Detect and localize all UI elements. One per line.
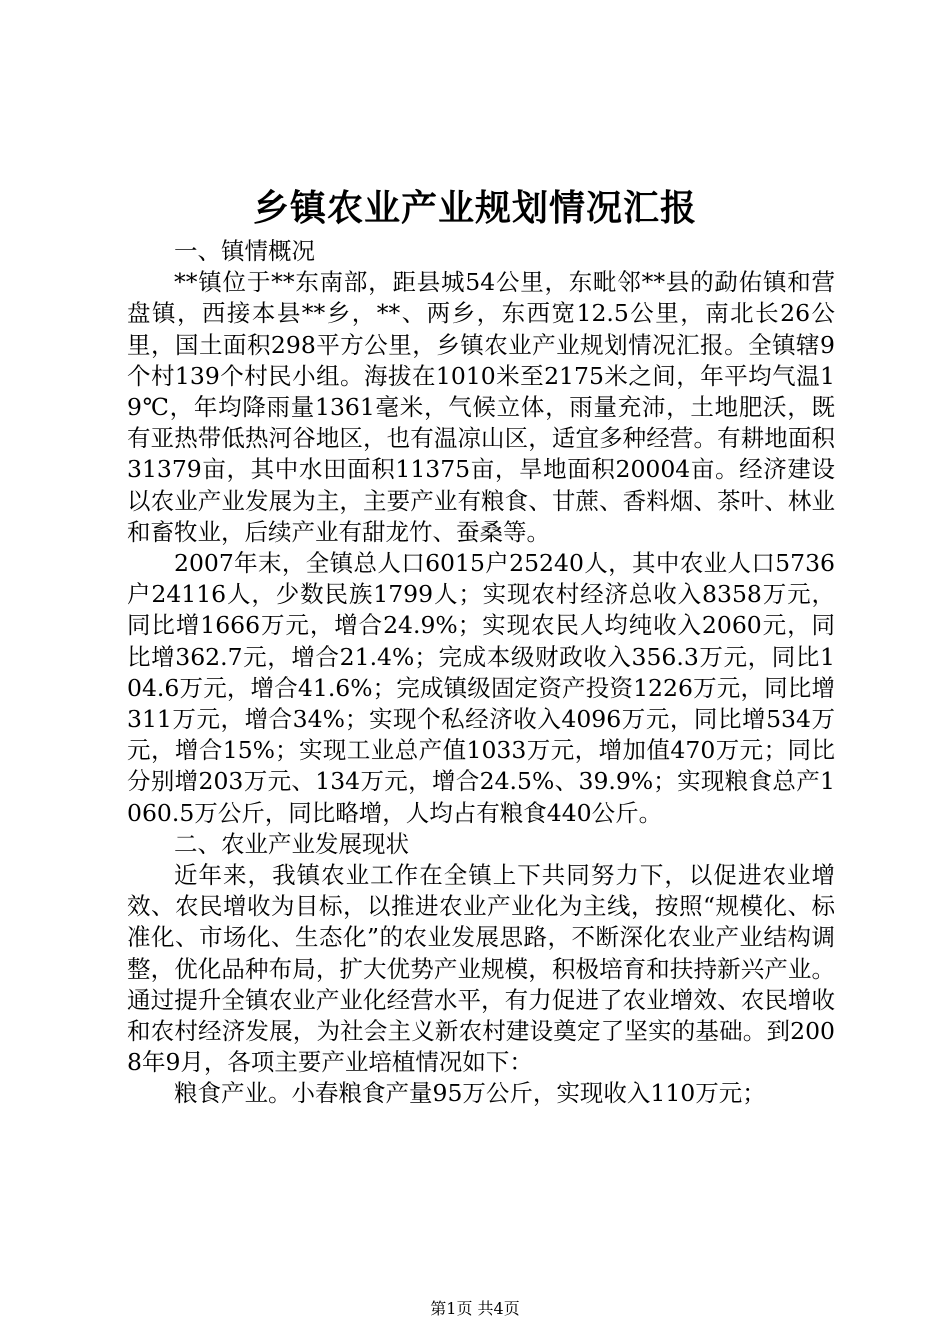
document-body bbox=[127, 236, 835, 1110]
paragraph: **镇位于**东南部，距县城54公里，东毗邻**县的勐佑镇和营盘镇，西接本县**乡，**、两乡，东西宽12.5公里，南北长26公里，国土面积298平方公里，乡镇农业产业规划情况汇报。全镇辖9个村139个村民小组。海拔在1010米至2175米之间，年平均气温19℃，年均降雨量1361毫米，气候立体，雨量充沛，土地肥沃，既有亚热带低热河谷地区，也有温凉山区，适宜多种经营。有耕地面积31379亩，其中水田面积11375亩，旱地面积20004亩。经济建设以农业产业发展为主，主要产业有粮食、甘蔗、香料烟、茶叶、林业和畜牧业，后续产业有甜龙竹、蚕桑等。 bbox=[127, 268, 835, 546]
paragraph: 近年来，我镇农业工作在全镇上下共同努力下，以促进农业增效、农民增收为目标，以推进农业产业化为主线，按照“规模化、标准化、市场化、生态化”的农业发展思路，不断深化农业产业结构调整，优化品种布局，扩大优势产业规模，积极培育和扶持新兴产业。通过提升全镇农业产业化经营水平，有力促进了农业增效、农民增收和农村经济发展，为社会主义新农村建设奠定了坚实的基础。到2008年9月，各项主要产业培植情况如下： bbox=[127, 861, 835, 1077]
page-footer: 第1页 共4页 bbox=[430, 1299, 520, 1318]
paragraph: 粮食产业。小春粮食产量95万公斤，实现收入110万元； bbox=[174, 1079, 766, 1108]
section-heading: 二、农业产业发展现状 bbox=[174, 829, 409, 858]
document-title: 乡镇农业产业规划情况汇报 bbox=[252, 187, 697, 229]
paragraph: 2007年末，全镇总人口6015户25240人，其中农业人口5736户24116人，少数民族1799人；实现农村经济总收入8358万元，同比增1666万元，增合24.9%；实现农民人均纯收入2060元，同比增362.7元，增合21.4%；完成本级财政收入356.3万元，同比104.6万元，增合41.6%；完成镇级固定资产投资1226万元，同比增311万元，增合34%；实现个私经济收入4096万元，同比增534万元，增合15%；实现工业总产值1033万元，增加值470万元；同比分别增203万元、134万元，增合24.5%、39.9%；实现粮食总产1060.5万公斤，同比略增，人均占有粮食440公斤。 bbox=[127, 549, 835, 827]
section-heading: 一、镇情概况 bbox=[174, 237, 315, 265]
